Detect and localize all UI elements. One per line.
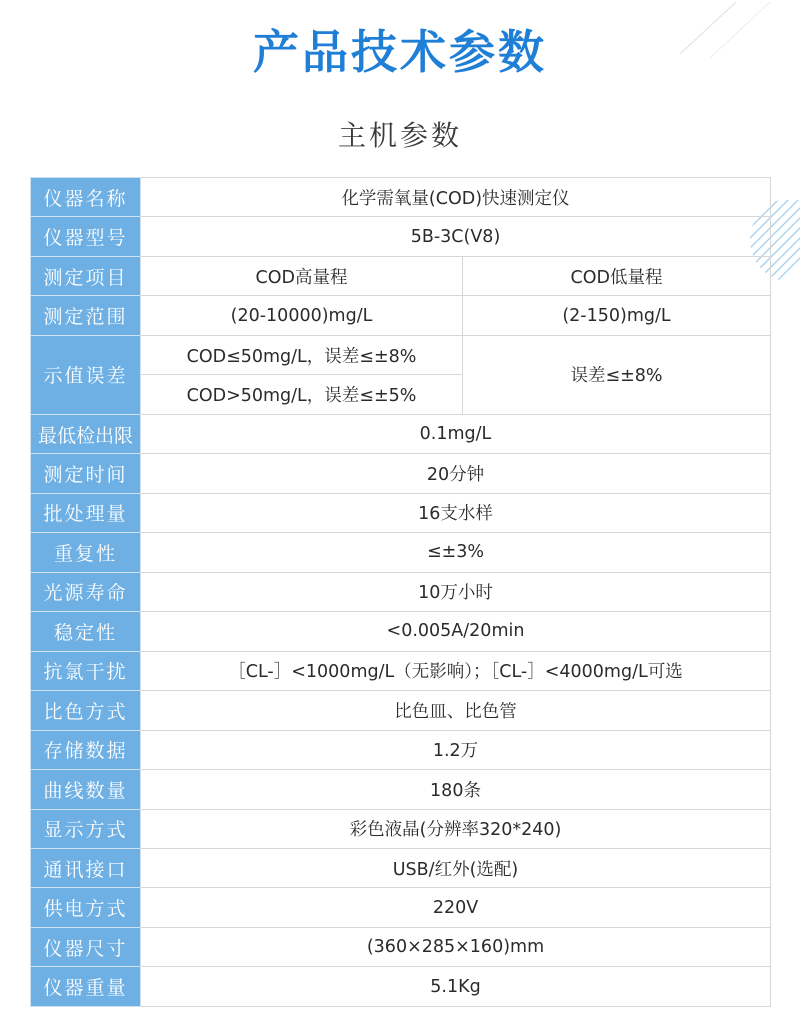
table-row: [31, 651, 771, 690]
row-value: 比色皿、比色管: [141, 691, 771, 730]
row-label: 仪器尺寸: [31, 927, 141, 966]
table-row: [31, 217, 771, 256]
table-row: [31, 256, 771, 295]
table-row: [31, 809, 771, 848]
row-label: 测定范围: [31, 296, 141, 335]
row-value: <0.005A/20min: [141, 612, 771, 651]
low-range-cell: 误差≤±8%: [463, 335, 771, 414]
row-value: 5B-3C(V8): [141, 217, 771, 256]
row-label: 显示方式: [31, 809, 141, 848]
table-row: [31, 493, 771, 532]
table-row: [31, 927, 771, 966]
row-value: 16支水样: [141, 493, 771, 532]
row-value: 1.2万: [141, 730, 771, 769]
table-row: [31, 612, 771, 651]
row-label: 曲线数量: [31, 770, 141, 809]
row-label: 仪器型号: [31, 217, 141, 256]
row-label: 测定时间: [31, 454, 141, 493]
low-range-cell: (2-150)mg/L: [463, 296, 771, 335]
spec-table: [30, 177, 771, 1007]
high-range-cell: COD>50mg/L，误差≤±5%: [141, 375, 463, 414]
table-row: [31, 335, 771, 374]
row-value: ≤±3%: [141, 533, 771, 572]
table-row: [31, 770, 771, 809]
row-value: 化学需氧量(COD)快速测定仪: [141, 178, 771, 217]
row-label: 供电方式: [31, 888, 141, 927]
row-label: 存储数据: [31, 730, 141, 769]
section-title: 主机参数: [337, 119, 462, 152]
decorative-lines: [670, 0, 800, 60]
table-row: [31, 454, 771, 493]
row-label: 通讯接口: [31, 848, 141, 887]
table-row: [31, 888, 771, 927]
row-label: 批处理量: [31, 493, 141, 532]
table-row: [31, 730, 771, 769]
row-value: 10万小时: [141, 572, 771, 611]
high-range-cell: (20-10000)mg/L: [141, 296, 463, 335]
row-value: USB/红外(选配): [141, 848, 771, 887]
page-title: 产品技术参数: [253, 25, 547, 79]
row-label: 仪器重量: [31, 967, 141, 1007]
row-label: 比色方式: [31, 691, 141, 730]
table-row: [31, 296, 771, 335]
table-row: [31, 178, 771, 217]
row-value: 彩色液晶(分辨率320*240): [141, 809, 771, 848]
row-label: 重复性: [31, 533, 141, 572]
table-row: [31, 691, 771, 730]
row-label: 仪器名称: [31, 178, 141, 217]
table-row: [31, 572, 771, 611]
row-value: 180条: [141, 770, 771, 809]
row-value: 5.1Kg: [141, 967, 771, 1007]
table-row: [31, 414, 771, 453]
row-label: 光源寿命: [31, 572, 141, 611]
row-value: (360×285×160)mm: [141, 927, 771, 966]
row-label: 稳定性: [31, 612, 141, 651]
row-value: 0.1mg/L: [141, 414, 771, 453]
row-value: 20分钟: [141, 454, 771, 493]
row-label: 抗氯干扰: [31, 651, 141, 690]
row-label: 最低检出限: [31, 414, 141, 453]
table-row: [31, 967, 771, 1007]
low-range-cell: COD低量程: [463, 256, 771, 295]
row-label: 示值误差: [31, 335, 141, 414]
high-range-cell: COD高量程: [141, 256, 463, 295]
table-row: [31, 533, 771, 572]
row-value: ［CL-］<1000mg/L（无影响）；［CL-］<4000mg/L可选: [141, 651, 771, 690]
row-value: 220V: [141, 888, 771, 927]
high-range-cell: COD≤50mg/L，误差≤±8%: [141, 335, 463, 374]
table-row: [31, 848, 771, 887]
row-label: 测定项目: [31, 256, 141, 295]
